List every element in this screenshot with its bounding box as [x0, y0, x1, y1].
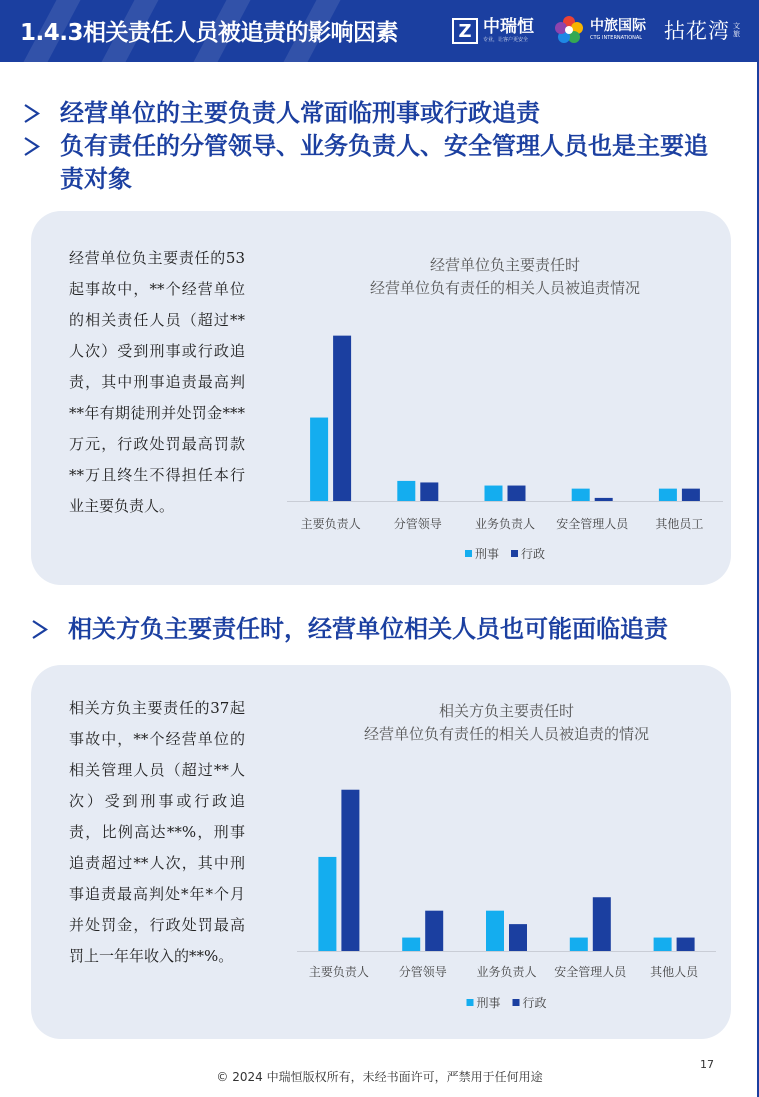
legend-swatch [467, 999, 474, 1006]
category-label: 主要负责人 [300, 517, 361, 531]
legend-label: 行政 [522, 996, 547, 1010]
bar-xingshi [572, 489, 590, 501]
bar-xingzheng [425, 911, 443, 951]
bar-xingzheng [595, 498, 613, 501]
nianhuawan-logo-name: 拈花湾 [664, 19, 730, 43]
category-label: 其他员工 [655, 517, 704, 531]
ctg-flower-icon [554, 15, 584, 45]
chart-operator-responsible [31, 211, 731, 585]
page-title: 1.4.3相关责任人员被追责的影响因素 [20, 20, 398, 46]
chart-title: 经营单位负主要责任时 [429, 256, 581, 274]
category-label: 主要负责人 [308, 965, 369, 979]
category-label: 业务负责人 [474, 517, 536, 531]
chart-title: 经营单位负有责任的相关人员被追责的情况 [363, 725, 650, 743]
bar-xingshi [570, 938, 588, 951]
legend-swatch [511, 550, 518, 557]
bar-xingzheng [593, 897, 611, 951]
legend-swatch [465, 550, 472, 557]
bar-xingshi [397, 481, 415, 501]
bullet-text: 相关方负主要责任时，经营单位相关人员也可能面临追责 [68, 615, 668, 643]
chevron-right-icon [22, 130, 44, 163]
zhongruiheng-logo-name: 中瑞恒 [483, 17, 534, 37]
chart-title: 相关方负主要责任时 [438, 702, 575, 720]
zhongruiheng-logo [452, 14, 534, 48]
bar-xingshi [318, 857, 336, 951]
bar-xingshi [310, 418, 328, 501]
chart-title: 经营单位负有责任的相关人员被追责情况 [369, 279, 641, 297]
bar-xingshi [485, 486, 503, 501]
page-number: 17 [700, 1058, 714, 1071]
category-label: 分管领导 [393, 517, 442, 531]
ctg-logo-sub: CTG INTERNATIONAL [590, 35, 643, 41]
legend-label: 刑事 [475, 547, 500, 561]
card-description: 相关方负主要责任的37起事故中，**个经营单位的相关管理人员（超过**人次）受到刑事或行政追责，比例高达**%，刑事追责超过**人次，其中刑事追责最高判处*年*个月并处罚金，行政处罚最高罚上一年年收入的**%。 [69, 699, 245, 965]
category-label: 其他人员 [650, 965, 699, 979]
chevron-right-icon [22, 97, 44, 130]
legend-label: 刑事 [476, 996, 501, 1010]
ctg-logo-name: 中旅国际 [590, 18, 646, 34]
nianhuawan-logo [664, 10, 743, 50]
bar-xingshi [402, 938, 420, 951]
ctg-logo [554, 12, 646, 48]
card-description: 经营单位负主要责任的53起事故中，**个经营单位的相关责任人员（超过**人次）受到刑事或行政追责，其中刑事追责最高判**年有期徒刑并处罚金***万元，行政处罚最高罚款**万且终生不得担任本行业主要负责人。 [69, 249, 245, 515]
bullet-1 [22, 97, 722, 130]
bar-xingshi [486, 911, 504, 951]
bar-xingshi [654, 938, 672, 951]
bar-xingzheng [677, 938, 695, 951]
chevron-right-icon [30, 613, 52, 646]
bar-xingzheng [333, 336, 351, 501]
category-label: 分管领导 [398, 965, 447, 979]
bar-xingshi [659, 489, 677, 501]
legend-swatch [513, 999, 520, 1006]
bar-xingzheng [508, 486, 526, 501]
bullet-2 [22, 130, 722, 196]
card-operator-responsible [31, 211, 731, 585]
bullet-text: 经营单位的主要负责人常面临刑事或行政追责 [60, 99, 540, 127]
bar-xingzheng [682, 489, 700, 501]
zhongruiheng-logo-slogan: 专业，让客户更安全 [483, 37, 529, 43]
category-label: 安全管理人员 [556, 517, 629, 531]
chart-related-party-responsible [31, 665, 731, 1039]
bar-xingzheng [341, 790, 359, 951]
zhongruiheng-logo-mark: Z [452, 18, 478, 44]
category-label: 安全管理人员 [554, 965, 627, 979]
bullet-text: 负有责任的分管领导、业务负责人、安全管理人员也是主要追责对象 [60, 132, 708, 193]
bar-xingzheng [420, 482, 438, 501]
card-related-party-responsible [31, 665, 731, 1039]
footer-copyright: © 2024 中瑞恒版权所有，未经书面许可，严禁用于任何用途 [216, 1070, 543, 1084]
bullet-3 [30, 613, 750, 646]
category-label: 业务负责人 [476, 965, 537, 979]
bar-xingzheng [509, 924, 527, 951]
legend-label: 行政 [521, 547, 546, 561]
page-header [0, 0, 759, 62]
nianhuawan-logo-sub: 文旅 [733, 22, 740, 38]
